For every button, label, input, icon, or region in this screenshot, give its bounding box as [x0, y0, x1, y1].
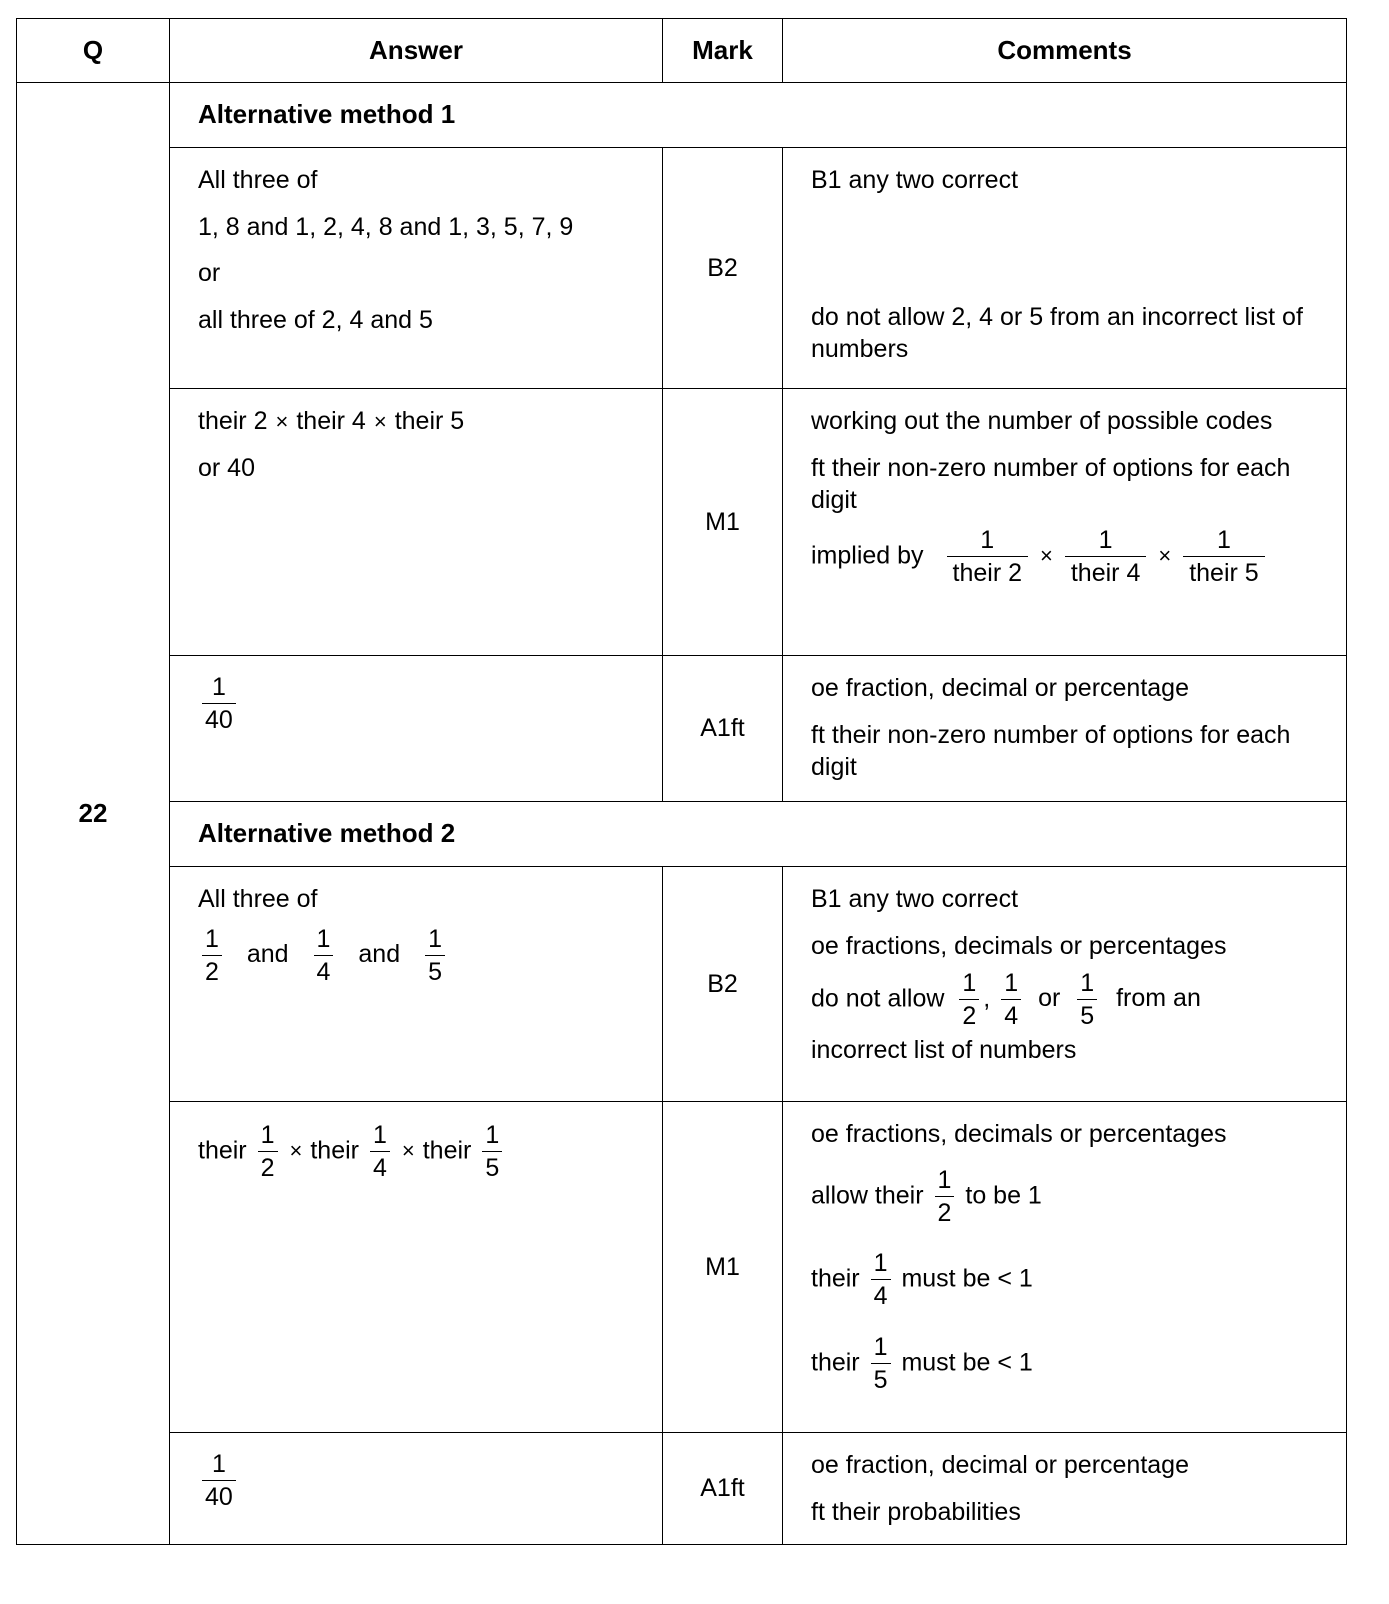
alt2-row-a1ft	[17, 1433, 1347, 1545]
numerator: 1	[947, 527, 1028, 557]
times-symbol: ×	[1158, 542, 1172, 568]
fraction	[202, 926, 222, 986]
comment-line: ft their non-zero number of options for each digit	[811, 453, 1291, 514]
implied-by-line	[811, 527, 1336, 587]
numerator: 1	[1077, 970, 1097, 1000]
alt2-a1ft-comments	[783, 1433, 1347, 1545]
or-word: or	[1038, 984, 1061, 1013]
alt1-row-b2	[17, 148, 1347, 389]
alt1-m1-comments	[783, 389, 1347, 656]
fraction	[258, 1122, 278, 1182]
denominator: 5	[1080, 1002, 1095, 1031]
numerator: 1	[258, 1122, 278, 1152]
alt1-m1-mark: M1	[663, 389, 783, 656]
must-be-line	[811, 1334, 1336, 1394]
answer-term: their 2	[198, 407, 268, 435]
denominator: 4	[873, 1282, 888, 1311]
header-mark: Mark	[663, 19, 783, 83]
from-an-text: from an	[1116, 984, 1201, 1013]
alt1-m1-answer	[170, 389, 663, 656]
numerator: 1	[871, 1334, 891, 1364]
alt2-b2-answer	[170, 867, 663, 1102]
allow-label: allow their	[811, 1180, 924, 1209]
denominator: 2	[260, 1154, 275, 1183]
denominator: 5	[485, 1154, 500, 1183]
question-number: 22	[17, 83, 170, 1545]
times-symbol: ×	[289, 1138, 303, 1164]
do-not-allow-line	[811, 970, 1336, 1030]
alt1-title-row	[17, 83, 1347, 148]
alt1-b2-mark: B2	[663, 148, 783, 389]
alt2-title-row	[17, 802, 1347, 867]
answer-product-line	[198, 1122, 652, 1182]
allow-their-line	[811, 1167, 1336, 1227]
denominator: their 5	[1189, 558, 1259, 587]
their-word: their	[310, 1136, 359, 1165]
fraction	[1183, 527, 1264, 587]
alt1-b2-comments	[783, 148, 1347, 389]
alt2-b2-mark: B2	[663, 867, 783, 1102]
comment-line: oe fractions, decimals or percentages	[811, 931, 1227, 960]
fraction	[1077, 970, 1097, 1030]
do-not-allow-label: do not allow	[811, 984, 945, 1013]
denominator: 4	[316, 957, 331, 986]
alt1-row-m1	[17, 389, 1347, 656]
numerator: 1	[935, 1167, 955, 1197]
denominator: 40	[205, 1483, 233, 1512]
numerator: 1	[202, 926, 222, 956]
comment-line: ft their non-zero number of options for each digit	[811, 720, 1291, 781]
alt1-b2-answer	[170, 148, 663, 389]
answer-line: or 40	[198, 453, 255, 482]
header-comments: Comments	[783, 19, 1347, 83]
comment-line: B1 any two correct	[811, 166, 1019, 194]
must-be-text: must be < 1	[901, 1264, 1033, 1293]
fraction	[314, 926, 334, 986]
alt2-m1-mark: M1	[663, 1102, 783, 1433]
their-word: their	[422, 1136, 472, 1165]
denominator: 2	[962, 1002, 977, 1031]
denominator: 40	[205, 706, 233, 735]
numerator: 1	[202, 1451, 236, 1481]
comment-line: oe fraction, decimal or percentage	[811, 1451, 1189, 1479]
comment-line: do not allow 2, 4 or 5 from an incorrect list of numbers	[811, 302, 1303, 363]
header-row	[17, 19, 1347, 83]
alt1-row-a1ft	[17, 656, 1347, 802]
fraction	[871, 1334, 891, 1394]
answer-line: all three of 2, 4 and 5	[198, 305, 433, 334]
must-be-text: must be < 1	[901, 1347, 1033, 1376]
alt1-a1ft-answer	[170, 656, 663, 802]
times-symbol: ×	[373, 409, 387, 434]
comment-line: working out the number of possible codes	[811, 407, 1273, 435]
alt1-title: Alternative method 1	[170, 83, 1347, 148]
alt2-title: Alternative method 2	[170, 802, 1347, 867]
denominator: 4	[372, 1154, 387, 1183]
alt1-a1ft-comments	[783, 656, 1347, 802]
times-symbol: ×	[1040, 542, 1053, 568]
answer-line: 1, 8 and 1, 2, 4, 8 and 1, 3, 5, 7, 9	[198, 212, 574, 241]
to-be-one-text: to be 1	[965, 1180, 1042, 1209]
fraction	[370, 1122, 390, 1182]
fraction	[959, 970, 979, 1030]
answer-product-line	[198, 405, 652, 438]
denominator: 5	[428, 957, 442, 986]
numerator: 1	[1065, 527, 1146, 557]
answer-line: All three of	[198, 166, 318, 194]
comment-line: oe fractions, decimals or percentages	[811, 1120, 1227, 1148]
fraction	[482, 1122, 502, 1182]
answer-term: their 5	[394, 407, 465, 435]
times-symbol: ×	[401, 1138, 415, 1164]
times-symbol: ×	[275, 409, 289, 434]
numerator: 1	[482, 1122, 502, 1152]
their-word: their	[198, 1136, 247, 1165]
numerator: 1	[871, 1250, 891, 1280]
alt1-a1ft-mark: A1ft	[663, 656, 783, 802]
numerator: 1	[202, 674, 236, 704]
alt2-row-m1	[17, 1102, 1347, 1433]
fraction	[1001, 970, 1021, 1030]
header-answer: Answer	[170, 19, 663, 83]
alt2-a1ft-mark: A1ft	[663, 1433, 783, 1545]
denominator: 5	[873, 1365, 888, 1394]
answer-line: All three of	[198, 885, 318, 913]
fraction	[935, 1167, 955, 1227]
answer-term: their 4	[296, 407, 366, 435]
comma: ,	[983, 984, 991, 1013]
header-q: Q	[17, 19, 170, 83]
answer-fractions-line	[198, 926, 652, 986]
alt2-m1-comments	[783, 1102, 1347, 1433]
alt2-b2-comments	[783, 867, 1347, 1102]
must-be-line	[811, 1250, 1336, 1310]
numerator: 1	[1001, 970, 1021, 1000]
comment-line: ft their probabilities	[811, 1497, 1021, 1526]
fraction	[202, 674, 236, 734]
comment-line: B1 any two correct	[811, 885, 1019, 913]
numerator: 1	[314, 926, 334, 956]
alt2-row-b2	[17, 867, 1347, 1102]
comment-line: incorrect list of numbers	[811, 1035, 1077, 1064]
denominator: 4	[1004, 1002, 1019, 1031]
fraction	[871, 1250, 891, 1310]
comment-line: oe fraction, decimal or percentage	[811, 674, 1189, 702]
alt2-m1-answer	[170, 1102, 663, 1433]
fraction	[202, 1451, 236, 1511]
answer-line: or	[198, 259, 221, 287]
implied-label: implied by	[811, 540, 924, 569]
mark-scheme-table	[16, 18, 1347, 1545]
denominator: their 4	[1070, 558, 1141, 587]
numerator: 1	[959, 970, 979, 1000]
alt2-a1ft-answer	[170, 1433, 663, 1545]
fraction	[425, 926, 445, 986]
and-word: and	[246, 939, 289, 968]
fraction	[1065, 527, 1146, 587]
and-word: and	[358, 939, 401, 968]
fraction	[947, 527, 1028, 587]
numerator: 1	[370, 1122, 390, 1152]
denominator: 2	[937, 1198, 952, 1227]
numerator: 1	[1183, 527, 1264, 557]
denominator: 2	[205, 957, 219, 986]
numerator: 1	[425, 926, 445, 956]
their-word: their	[811, 1264, 860, 1293]
their-word: their	[811, 1347, 860, 1376]
denominator: their 2	[952, 558, 1022, 587]
